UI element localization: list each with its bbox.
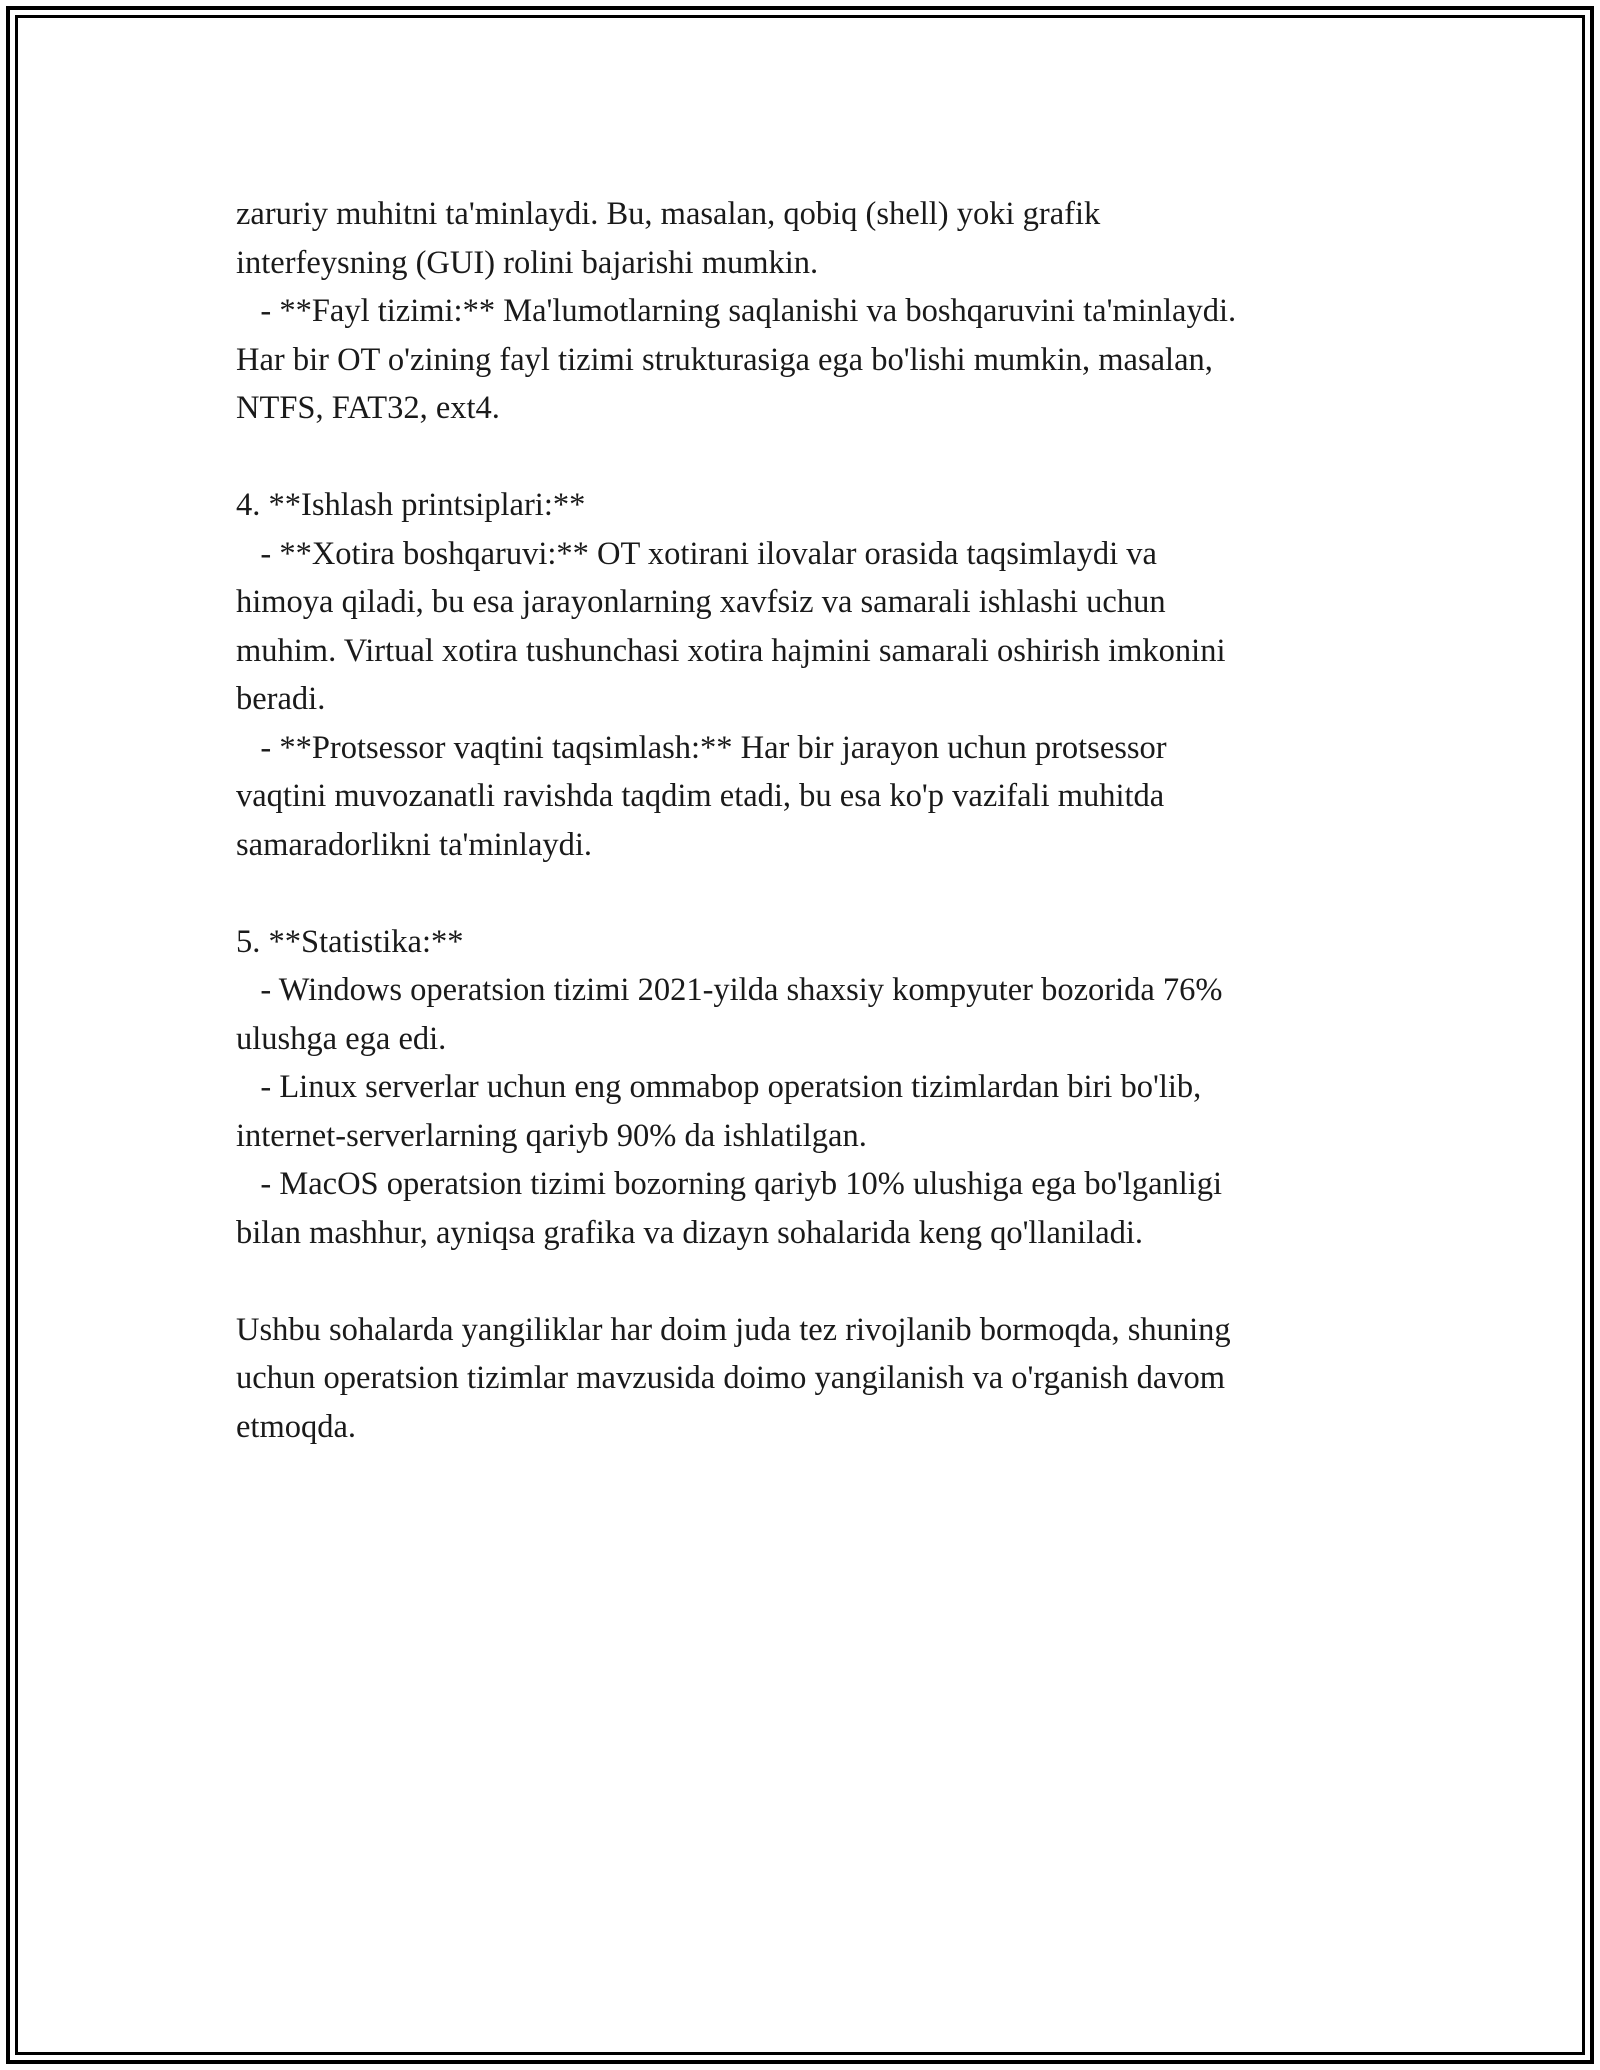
- blank-line: [236, 433, 1376, 482]
- text-line: - **Xotira boshqaruvi:** OT xotirani ilovalar orasida taqsimlaydi va: [236, 535, 1157, 572]
- text-line: internet-serverlarning qariyb 90% da ishlatilgan.: [236, 1117, 867, 1154]
- text-line: etmoqda.: [236, 1408, 357, 1445]
- blank-line: [236, 1257, 1376, 1306]
- text-line: - **Fayl tizimi:** Ma'lumotlarning saqlanishi va boshqaruvini ta'minlaydi.: [236, 293, 1237, 329]
- text-line: samaradorlikni ta'minlaydi.: [236, 826, 593, 863]
- text-line: ulushga ega edi.: [236, 1020, 447, 1057]
- text-line: bilan mashhur, ayniqsa grafika va dizayn sohalarida keng qo'llaniladi.: [236, 1214, 1144, 1251]
- text-line: vaqtini muvozanatli ravishda taqdim etadi, bu esa ko'p vazifali muhitda: [236, 778, 1165, 814]
- text-line: NTFS, FAT32, ext4.: [236, 390, 500, 426]
- section-heading: 5. **Statistika:**: [236, 923, 464, 960]
- text-line: muhim. Virtual xotira tushunchasi xotira hajmini samarali oshirish imkonini: [236, 632, 1226, 669]
- text-line: - MacOS operatsion tizimi bozorning qariyb 10% ulushiga ega bo'lganligi: [236, 1166, 1223, 1202]
- document-body: [236, 190, 1376, 1451]
- text-line: himoya qiladi, bu esa jarayonlarning xavfsiz va samarali ishlashi uchun: [236, 584, 1166, 620]
- text-line: interfeysning (GUI) rolini bajarishi mumkin.: [236, 244, 819, 281]
- text-line: zaruriy muhitni ta'minlaydi. Bu, masalan, qobiq (shell) yoki grafik: [236, 196, 1101, 232]
- text-line: uchun operatsion tizimlar mavzusida doimo yangilanish va o'rganish davom: [236, 1360, 1226, 1396]
- text-line: - **Protsessor vaqtini taqsimlash:** Har bir jarayon uchun protsessor: [236, 729, 1167, 766]
- text-line: Ushbu sohalarda yangiliklar har doim juda tez rivojlanib bormoqda, shuning: [236, 1311, 1231, 1348]
- text-line: Har bir OT o'zining fayl tizimi strukturasiga ega bo'lishi mumkin, masalan,: [236, 341, 1213, 378]
- blank-line: [236, 869, 1376, 918]
- text-line: - Linux serverlar uchun eng ommabop operatsion tizimlardan biri bo'lib,: [236, 1069, 1202, 1105]
- text-line: - Windows operatsion tizimi 2021-yilda shaxsiy kompyuter bozorida 76%: [236, 972, 1223, 1008]
- section-heading: 4. **Ishlash printsiplari:**: [236, 487, 586, 523]
- text-line: beradi.: [236, 681, 326, 717]
